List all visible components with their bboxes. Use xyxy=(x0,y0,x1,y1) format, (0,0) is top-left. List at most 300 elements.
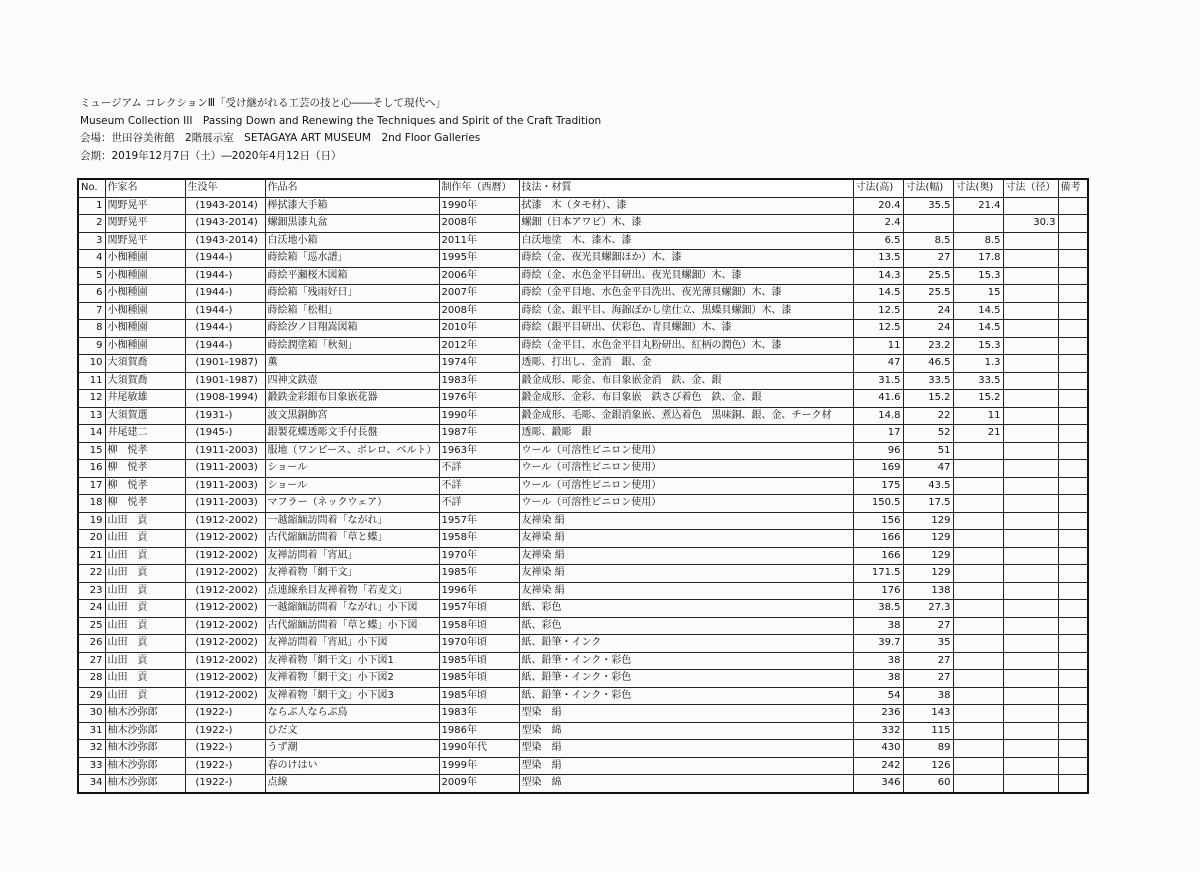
depth xyxy=(953,547,1003,565)
remarks xyxy=(1058,477,1088,495)
remarks xyxy=(1058,425,1088,443)
production-year: 1957年 xyxy=(439,512,519,530)
depth: 1.3 xyxy=(953,355,1003,373)
height: 96 xyxy=(853,442,903,460)
height: 38 xyxy=(853,670,903,688)
remarks xyxy=(1058,495,1088,513)
height: 20.4 xyxy=(853,197,903,215)
artist-name: 井尾建二 xyxy=(105,425,185,443)
remarks xyxy=(1058,635,1088,653)
life-years: (1912-2002) xyxy=(185,530,265,548)
table-row xyxy=(78,635,1088,653)
remarks xyxy=(1058,355,1088,373)
technique-material: ウール（可溶性ビニロン使用） xyxy=(519,477,853,495)
remarks xyxy=(1058,337,1088,355)
technique-material: 拭漆 木（タモ材）、漆 xyxy=(519,197,853,215)
height: 17 xyxy=(853,425,903,443)
life-years: (1922-) xyxy=(185,722,265,740)
column-header: 作家名 xyxy=(105,179,185,197)
height: 430 xyxy=(853,740,903,758)
table-row xyxy=(78,547,1088,565)
width: 129 xyxy=(903,565,953,583)
height: 14.3 xyxy=(853,267,903,285)
artist-name: 大須賀選 xyxy=(105,407,185,425)
artist-name: 山田 貢 xyxy=(105,565,185,583)
production-year: 1985年頃 xyxy=(439,652,519,670)
depth: 14.5 xyxy=(953,302,1003,320)
work-title: 友禅訪問着「宵凪」 xyxy=(265,547,439,565)
work-title: ならぶ人ならぶ鳥 xyxy=(265,705,439,723)
depth: 11 xyxy=(953,407,1003,425)
width: 129 xyxy=(903,547,953,565)
diameter: 30.3 xyxy=(1003,215,1058,233)
work-title: ショール xyxy=(265,460,439,478)
artist-name: 小椥種園 xyxy=(105,337,185,355)
depth xyxy=(953,582,1003,600)
height: 12.5 xyxy=(853,302,903,320)
row-number: 32 xyxy=(78,740,105,758)
depth: 15.3 xyxy=(953,267,1003,285)
technique-material: 鍛金成形、金彩、布目象嵌 鉄さび着色 鉄、金、銀 xyxy=(519,390,853,408)
diameter xyxy=(1003,337,1058,355)
depth xyxy=(953,495,1003,513)
height: 166 xyxy=(853,547,903,565)
row-number: 9 xyxy=(78,337,105,355)
width: 35.5 xyxy=(903,197,953,215)
life-years: (1912-2002) xyxy=(185,635,265,653)
diameter xyxy=(1003,425,1058,443)
diameter xyxy=(1003,285,1058,303)
depth xyxy=(953,757,1003,775)
artist-name: 小椥種園 xyxy=(105,250,185,268)
height: 150.5 xyxy=(853,495,903,513)
artist-name: 山田 貢 xyxy=(105,652,185,670)
technique-material: 型染 絹 xyxy=(519,757,853,775)
table-row xyxy=(78,425,1088,443)
artist-name: 山田 貢 xyxy=(105,670,185,688)
diameter xyxy=(1003,390,1058,408)
work-title: 蒔絵汐ノ目翔嵩図箱 xyxy=(265,320,439,338)
diameter xyxy=(1003,617,1058,635)
life-years: (1911-2003) xyxy=(185,477,265,495)
period-line: 会期：2019年12月7日（土）―2020年4月12日（日） xyxy=(80,149,342,162)
technique-material: 蒔絵（金、夜光貝螺鈿ほか）木、漆 xyxy=(519,250,853,268)
work-title: 服地（ワンピース、ボレロ、ベルト） xyxy=(265,442,439,460)
diameter xyxy=(1003,775,1058,793)
row-number: 23 xyxy=(78,582,105,600)
life-years: (1944-) xyxy=(185,285,265,303)
technique-material: 友禅染 絹 xyxy=(519,547,853,565)
work-title: 一越縮緬訪問着「ながれ」小下図 xyxy=(265,600,439,618)
artist-name: 柚木沙弥郎 xyxy=(105,775,185,793)
table-row xyxy=(78,390,1088,408)
diameter xyxy=(1003,407,1058,425)
depth xyxy=(953,460,1003,478)
technique-material: 白沃地塗 木、漆木、漆 xyxy=(519,232,853,250)
width: 27 xyxy=(903,652,953,670)
width: 23.2 xyxy=(903,337,953,355)
height: 38 xyxy=(853,652,903,670)
life-years: (1922-) xyxy=(185,757,265,775)
remarks xyxy=(1058,232,1088,250)
height: 176 xyxy=(853,582,903,600)
work-title: 蒔絵箱「残雨好日」 xyxy=(265,285,439,303)
technique-material: 鍛金成形、彫金、布目象嵌金消 鉄、金、銀 xyxy=(519,372,853,390)
width: 25.5 xyxy=(903,285,953,303)
width: 8.5 xyxy=(903,232,953,250)
table-row xyxy=(78,512,1088,530)
table-row xyxy=(78,617,1088,635)
width: 47 xyxy=(903,460,953,478)
width: 27 xyxy=(903,250,953,268)
table-row xyxy=(78,757,1088,775)
technique-material: 紙、鉛筆・インク・彩色 xyxy=(519,652,853,670)
technique-material: 型染 絹 xyxy=(519,705,853,723)
life-years: (1943-2014) xyxy=(185,197,265,215)
height: 346 xyxy=(853,775,903,793)
life-years: (1901-1987) xyxy=(185,372,265,390)
technique-material: 友禅染 絹 xyxy=(519,582,853,600)
width: 35 xyxy=(903,635,953,653)
work-title: ショール xyxy=(265,477,439,495)
height: 242 xyxy=(853,757,903,775)
table-row xyxy=(78,687,1088,705)
depth xyxy=(953,512,1003,530)
production-year: 1996年 xyxy=(439,582,519,600)
artist-name: 山田 貢 xyxy=(105,530,185,548)
production-year: 2011年 xyxy=(439,232,519,250)
height: 14.8 xyxy=(853,407,903,425)
life-years: (1908-1994) xyxy=(185,390,265,408)
row-number: 27 xyxy=(78,652,105,670)
production-year: 2010年 xyxy=(439,320,519,338)
life-years: (1901-1987) xyxy=(185,355,265,373)
table-row xyxy=(78,285,1088,303)
technique-material: 紙、彩色 xyxy=(519,600,853,618)
work-title: 点連線糸目友禅着物「若麦文」 xyxy=(265,582,439,600)
technique-material: 透彫、鍛彫 銀 xyxy=(519,425,853,443)
artist-name: 関野晃平 xyxy=(105,215,185,233)
diameter xyxy=(1003,705,1058,723)
diameter xyxy=(1003,267,1058,285)
production-year: 1970年頃 xyxy=(439,635,519,653)
work-title: 一越縮緬訪問着「ながれ」 xyxy=(265,512,439,530)
depth: 21.4 xyxy=(953,197,1003,215)
table-row xyxy=(78,705,1088,723)
width: 51 xyxy=(903,442,953,460)
depth: 8.5 xyxy=(953,232,1003,250)
column-header: 寸法(奥) xyxy=(953,179,1003,197)
artist-name: 山田 貢 xyxy=(105,582,185,600)
remarks xyxy=(1058,565,1088,583)
table-row xyxy=(78,197,1088,215)
work-title: 蒔絵平瀬桜木図箱 xyxy=(265,267,439,285)
height: 6.5 xyxy=(853,232,903,250)
life-years: (1931-) xyxy=(185,407,265,425)
row-number: 25 xyxy=(78,617,105,635)
width: 43.5 xyxy=(903,477,953,495)
depth xyxy=(953,617,1003,635)
remarks xyxy=(1058,652,1088,670)
width: 15.2 xyxy=(903,390,953,408)
remarks xyxy=(1058,390,1088,408)
artist-name: 山田 貢 xyxy=(105,512,185,530)
row-number: 4 xyxy=(78,250,105,268)
diameter xyxy=(1003,740,1058,758)
life-years: (1912-2002) xyxy=(185,600,265,618)
height: 2.4 xyxy=(853,215,903,233)
life-years: (1912-2002) xyxy=(185,617,265,635)
remarks xyxy=(1058,530,1088,548)
remarks xyxy=(1058,460,1088,478)
artist-name: 柳 悦孝 xyxy=(105,477,185,495)
table-row xyxy=(78,740,1088,758)
depth: 15.3 xyxy=(953,337,1003,355)
work-title: 古代縮緬訪問着「草と蝶」 xyxy=(265,530,439,548)
diameter xyxy=(1003,565,1058,583)
life-years: (1911-2003) xyxy=(185,460,265,478)
technique-material: 型染 絹 xyxy=(519,740,853,758)
artist-name: 大須賀喬 xyxy=(105,372,185,390)
diameter xyxy=(1003,320,1058,338)
technique-material: 友禅染 絹 xyxy=(519,530,853,548)
table-header-row xyxy=(78,179,1088,197)
life-years: (1912-2002) xyxy=(185,512,265,530)
row-number: 24 xyxy=(78,600,105,618)
column-header: 寸法(幅) xyxy=(903,179,953,197)
row-number: 3 xyxy=(78,232,105,250)
diameter xyxy=(1003,582,1058,600)
artist-name: 柳 悦孝 xyxy=(105,495,185,513)
width: 27 xyxy=(903,617,953,635)
production-year: 1990年 xyxy=(439,407,519,425)
production-year: 1985年 xyxy=(439,565,519,583)
artist-name: 山田 貢 xyxy=(105,547,185,565)
production-year: 1976年 xyxy=(439,390,519,408)
artist-name: 柚木沙弥郎 xyxy=(105,757,185,775)
technique-material: 鍛金成形、毛彫、金銀消象嵌、煮込着色 黒味銅、銀、金、チーク材 xyxy=(519,407,853,425)
width: 60 xyxy=(903,775,953,793)
diameter xyxy=(1003,302,1058,320)
width: 138 xyxy=(903,582,953,600)
table-row xyxy=(78,460,1088,478)
depth xyxy=(953,775,1003,793)
artist-name: 山田 貢 xyxy=(105,600,185,618)
work-title: 友禅着物「網干文」 xyxy=(265,565,439,583)
work-title: 蒔絵箱「巡水譜」 xyxy=(265,250,439,268)
life-years: (1944-) xyxy=(185,250,265,268)
row-number: 11 xyxy=(78,372,105,390)
life-years: (1912-2002) xyxy=(185,687,265,705)
technique-material: 紙、彩色 xyxy=(519,617,853,635)
artist-name: 小椥種園 xyxy=(105,302,185,320)
depth xyxy=(953,600,1003,618)
depth: 15 xyxy=(953,285,1003,303)
artist-name: 小椥種園 xyxy=(105,285,185,303)
artist-name: 山田 貢 xyxy=(105,687,185,705)
technique-material: 型染 綿 xyxy=(519,722,853,740)
production-year: 不詳 xyxy=(439,477,519,495)
remarks xyxy=(1058,250,1088,268)
row-number: 17 xyxy=(78,477,105,495)
row-number: 28 xyxy=(78,670,105,688)
width: 24 xyxy=(903,302,953,320)
production-year: 1990年代 xyxy=(439,740,519,758)
life-years: (1945-) xyxy=(185,425,265,443)
table-row xyxy=(78,355,1088,373)
production-year: 1985年頃 xyxy=(439,670,519,688)
table-row xyxy=(78,302,1088,320)
table-row xyxy=(78,530,1088,548)
depth xyxy=(953,215,1003,233)
depth: 21 xyxy=(953,425,1003,443)
artist-name: 大須賀喬 xyxy=(105,355,185,373)
diameter xyxy=(1003,757,1058,775)
life-years: (1911-2003) xyxy=(185,442,265,460)
width xyxy=(903,215,953,233)
table-row xyxy=(78,337,1088,355)
row-number: 2 xyxy=(78,215,105,233)
diameter xyxy=(1003,460,1058,478)
work-title: 友禅着物「網干文」小下図1 xyxy=(265,652,439,670)
remarks xyxy=(1058,320,1088,338)
table-row xyxy=(78,670,1088,688)
remarks xyxy=(1058,722,1088,740)
diameter xyxy=(1003,232,1058,250)
production-year: 2008年 xyxy=(439,302,519,320)
remarks xyxy=(1058,442,1088,460)
row-number: 21 xyxy=(78,547,105,565)
depth xyxy=(953,722,1003,740)
row-number: 16 xyxy=(78,460,105,478)
life-years: (1943-2014) xyxy=(185,232,265,250)
table-row xyxy=(78,582,1088,600)
table-row xyxy=(78,495,1088,513)
work-title: 銀製花蝶透彫文手付長盤 xyxy=(265,425,439,443)
height: 38 xyxy=(853,617,903,635)
production-year: 2012年 xyxy=(439,337,519,355)
height: 332 xyxy=(853,722,903,740)
remarks xyxy=(1058,407,1088,425)
artist-name: 小椥種園 xyxy=(105,320,185,338)
row-number: 7 xyxy=(78,302,105,320)
work-title: 蒔絵箱「松相」 xyxy=(265,302,439,320)
width: 143 xyxy=(903,705,953,723)
work-title: 春のけはい xyxy=(265,757,439,775)
width: 52 xyxy=(903,425,953,443)
table-row xyxy=(78,407,1088,425)
height: 11 xyxy=(853,337,903,355)
table-row xyxy=(78,442,1088,460)
technique-material: 透彫、打出し、金消 銀、金 xyxy=(519,355,853,373)
technique-material: 螺鈿（日本アワビ）木、漆 xyxy=(519,215,853,233)
technique-material: 友禅染 絹 xyxy=(519,565,853,583)
width: 24 xyxy=(903,320,953,338)
width: 126 xyxy=(903,757,953,775)
work-title: 薫 xyxy=(265,355,439,373)
remarks xyxy=(1058,582,1088,600)
width: 115 xyxy=(903,722,953,740)
row-number: 20 xyxy=(78,530,105,548)
technique-material: 紙、鉛筆・インク・彩色 xyxy=(519,670,853,688)
table-row xyxy=(78,215,1088,233)
production-year: 不詳 xyxy=(439,460,519,478)
width: 17.5 xyxy=(903,495,953,513)
depth xyxy=(953,687,1003,705)
production-year: 2008年 xyxy=(439,215,519,233)
table-row xyxy=(78,600,1088,618)
width: 27 xyxy=(903,670,953,688)
technique-material: 蒔絵（金平目地、水色金平目洗出、夜光薄貝螺鈿）木、漆 xyxy=(519,285,853,303)
table-row xyxy=(78,232,1088,250)
row-number: 26 xyxy=(78,635,105,653)
height: 14.5 xyxy=(853,285,903,303)
venue-line: 会場：世田谷美術館 2階展示室 SETAGAYA ART MUSEUM 2nd Floor Galleries xyxy=(80,132,481,144)
technique-material: 蒔絵（銀平目研出、伏彩色、青貝螺鈿）木、漆 xyxy=(519,320,853,338)
height: 31.5 xyxy=(853,372,903,390)
row-number: 30 xyxy=(78,705,105,723)
artist-name: 柚木沙弥郎 xyxy=(105,740,185,758)
row-number: 1 xyxy=(78,197,105,215)
production-year: 1986年 xyxy=(439,722,519,740)
column-header: 生没年 xyxy=(185,179,265,197)
production-year: 1974年 xyxy=(439,355,519,373)
diameter xyxy=(1003,722,1058,740)
height: 38.5 xyxy=(853,600,903,618)
row-number: 14 xyxy=(78,425,105,443)
table-row xyxy=(78,250,1088,268)
work-title: マフラー（ネックウェア） xyxy=(265,495,439,513)
life-years: (1912-2002) xyxy=(185,547,265,565)
artist-name: 柚木沙弥郎 xyxy=(105,705,185,723)
production-year: 1958年 xyxy=(439,530,519,548)
work-title: 古代縮緬訪問着「草と蝶」小下図 xyxy=(265,617,439,635)
diameter xyxy=(1003,547,1058,565)
remarks xyxy=(1058,617,1088,635)
height: 169 xyxy=(853,460,903,478)
life-years: (1912-2002) xyxy=(185,565,265,583)
work-title: うず潮 xyxy=(265,740,439,758)
life-years: (1922-) xyxy=(185,740,265,758)
row-number: 31 xyxy=(78,722,105,740)
height: 13.5 xyxy=(853,250,903,268)
height: 54 xyxy=(853,687,903,705)
depth xyxy=(953,635,1003,653)
remarks xyxy=(1058,267,1088,285)
artist-name: 山田 貢 xyxy=(105,635,185,653)
diameter xyxy=(1003,530,1058,548)
life-years: (1944-) xyxy=(185,267,265,285)
height: 39.7 xyxy=(853,635,903,653)
life-years: (1943-2014) xyxy=(185,215,265,233)
height: 175 xyxy=(853,477,903,495)
diameter xyxy=(1003,652,1058,670)
remarks xyxy=(1058,197,1088,215)
depth xyxy=(953,740,1003,758)
width: 129 xyxy=(903,512,953,530)
work-title: ひだ文 xyxy=(265,722,439,740)
row-number: 22 xyxy=(78,565,105,583)
life-years: (1944-) xyxy=(185,337,265,355)
depth: 15.2 xyxy=(953,390,1003,408)
width: 25.5 xyxy=(903,267,953,285)
remarks xyxy=(1058,775,1088,793)
technique-material: ウール（可溶性ビニロン使用） xyxy=(519,495,853,513)
production-year: 2007年 xyxy=(439,285,519,303)
depth: 33.5 xyxy=(953,372,1003,390)
table-row xyxy=(78,372,1088,390)
technique-material: 蒔絵（金、水色金平目研出、夜光貝螺鈿）木、漆 xyxy=(519,267,853,285)
